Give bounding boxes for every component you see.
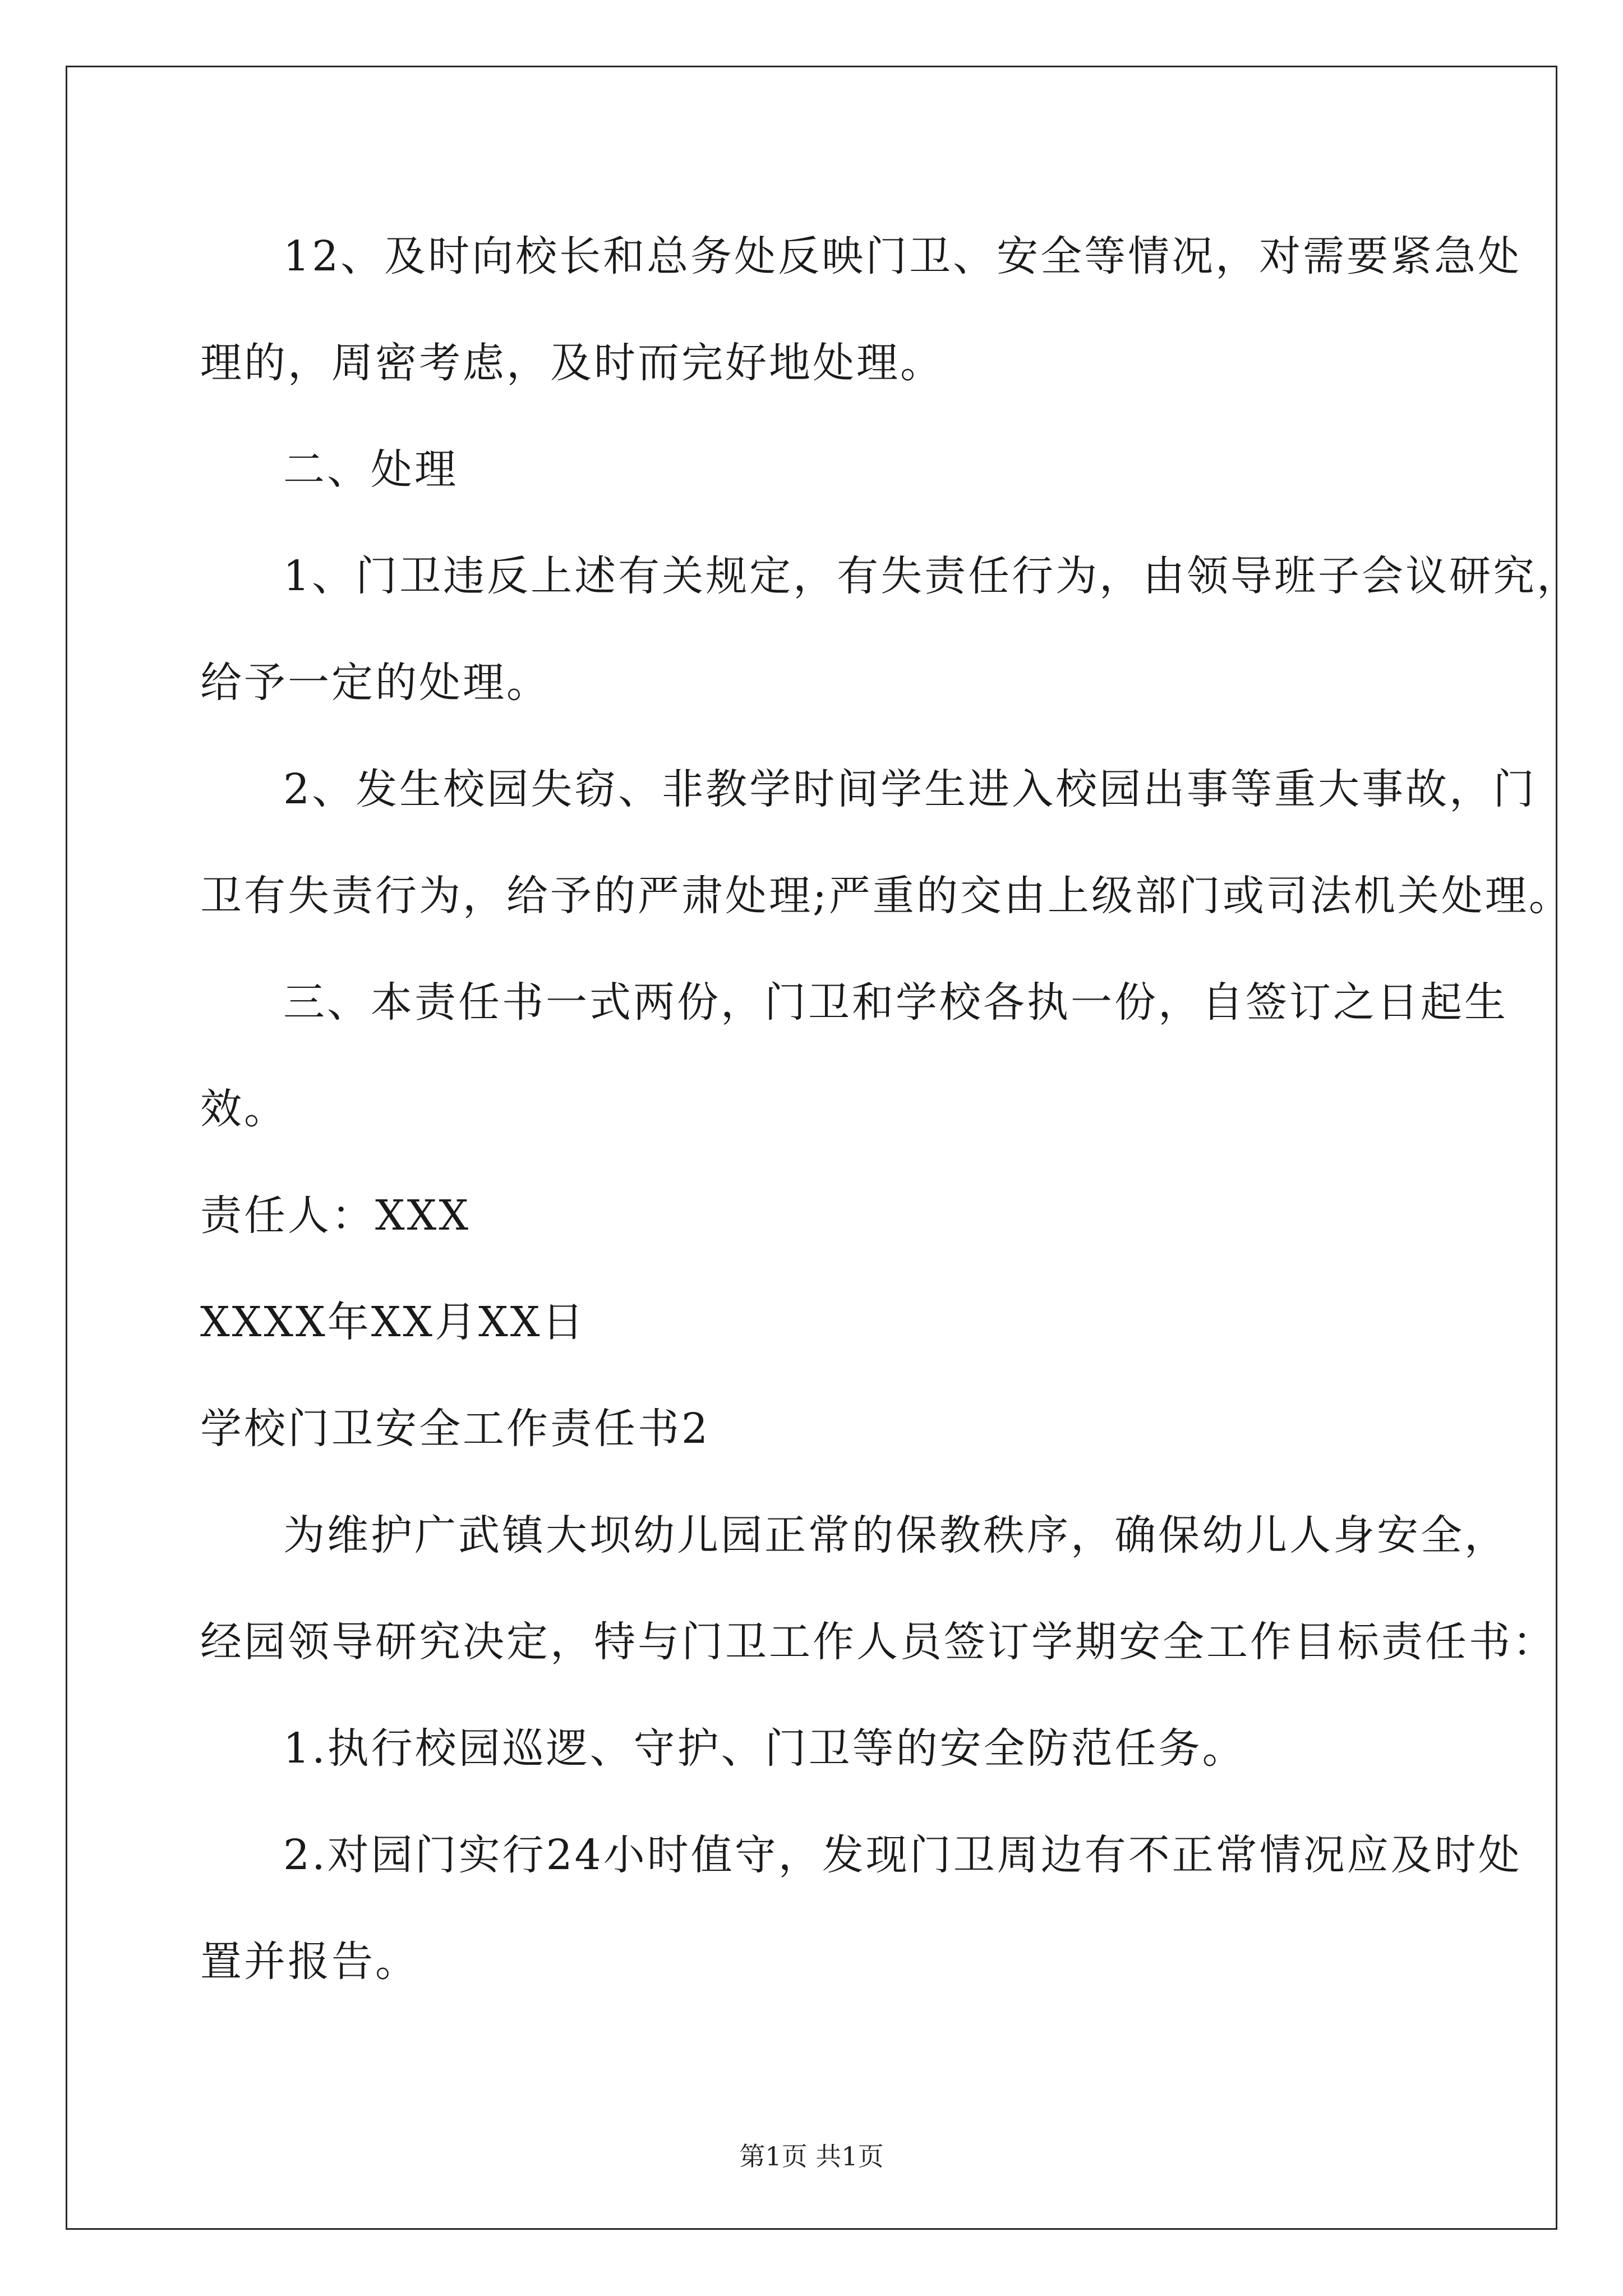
document-title: 学校门卫安全工作责任书2 — [200, 1405, 711, 1453]
paragraph-line: 12、及时向校长和总务处反映门卫、安全等情况，对需要紧急处 — [283, 232, 1522, 280]
paragraph-line: 2、发生校园失窃、非教学时间学生进入校园出事等重大事故，门 — [283, 765, 1537, 813]
paragraph-line: 经园领导研究决定，特与门卫工作人员签订学期安全工作目标责任书： — [200, 1618, 1556, 1666]
paragraph-line: 置并报告。 — [200, 1938, 419, 1986]
page-border — [66, 66, 1557, 2230]
paragraph-line: 给予一定的处理。 — [200, 659, 550, 707]
paragraph-line: 卫有失责行为，给予的严肃处理;严重的交由上级部门或司法机关处理。 — [200, 872, 1573, 920]
date-line: XXXX年XX月XX日 — [200, 1298, 586, 1346]
paragraph-line: 1.执行校园巡逻、守护、门卫等的安全防范任务。 — [283, 1724, 1246, 1773]
paragraph-line: 2.对园门实行24小时值守，发现门卫周边有不正常情况应及时处 — [283, 1831, 1522, 1879]
page-number: 第1页 共1页 — [739, 2141, 884, 2171]
paragraph-line: 三、本责任书一式两份，门卫和学校各执一份，自签订之日起生 — [283, 978, 1508, 1027]
paragraph-line: 理的，周密考虑，及时而完好地处理。 — [200, 339, 944, 387]
paragraph-line: 效。 — [200, 1085, 288, 1133]
paragraph-line: 为维护广武镇大坝幼儿园正常的保教秩序，确保幼儿人身安全， — [283, 1511, 1508, 1559]
section-heading: 二、处理 — [283, 445, 458, 494]
responsible-person: 责任人：XXX — [200, 1191, 471, 1240]
paragraph-line: 1、门卫违反上述有关规定，有失责任行为，由领导班子会议研究， — [283, 552, 1581, 600]
